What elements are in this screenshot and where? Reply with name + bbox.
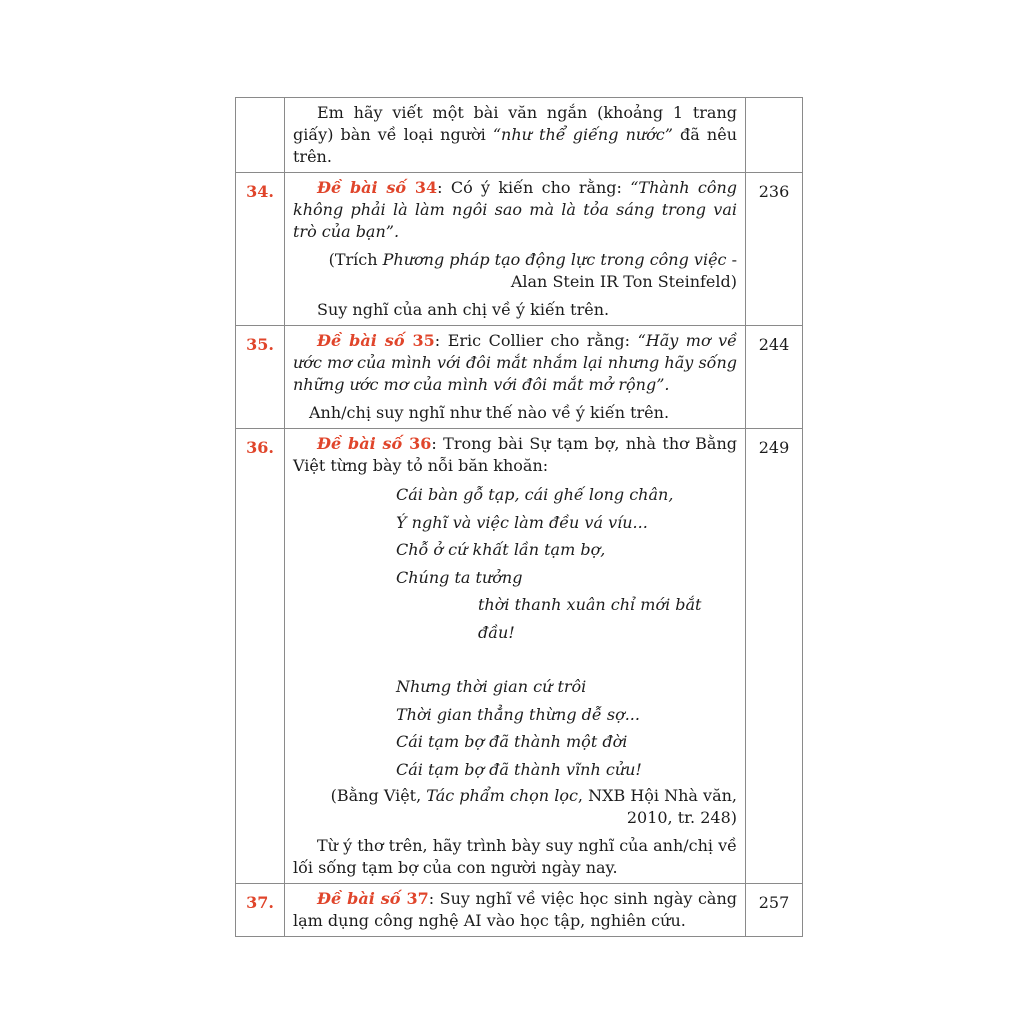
entry-number: 35.	[236, 326, 285, 429]
prompt-label: Đề bài số 36	[317, 434, 432, 453]
entry-content	[285, 429, 746, 884]
source-citation: (Bằng Việt, Tác phẩm chọn lọc, NXB Hội Nhà văn, 2010, tr. 248)	[330, 786, 737, 827]
entry-content	[285, 173, 746, 326]
table-row-37	[236, 884, 803, 937]
poem	[293, 481, 737, 783]
prompt-text: Đề bài số 37: Suy nghĩ về việc học sinh ngày càng lạm dụng công nghệ AI vào học tập, nghiên cứu.	[293, 889, 737, 930]
poem-line: Thời gian thẳng thừng dễ sợ...	[396, 704, 640, 724]
question-text: Anh/chị suy nghĩ như thế nào về ý kiến trên.	[309, 403, 670, 422]
prompt-text: Đề bài số 35: Eric Collier cho rằng: “Hãy mơ về ước mơ của mình với đôi mắt nhắm lại nhưng hãy sống những ước mơ của mình với đôi mắt mở rộng”.	[293, 331, 738, 394]
entry-page: 257	[746, 884, 803, 937]
poem-line: Cái bàn gỗ tạp, cái ghế long chân,	[396, 485, 674, 504]
stanza-gap	[293, 646, 737, 673]
prompt-label: Đề bài số 35	[317, 331, 435, 350]
question-text: Suy nghĩ của anh chị về ý kiến trên.	[317, 300, 610, 319]
table-row-35	[236, 326, 803, 429]
poem-line: Chỗ ở cứ khất lần tạm bợ,	[396, 540, 606, 559]
table-of-contents	[235, 97, 803, 937]
table-row-36	[236, 429, 803, 884]
entry-page: 236	[746, 173, 803, 326]
entry-page: 244	[746, 326, 803, 429]
entry-content	[285, 884, 746, 937]
poem-line: Nhưng thời gian cứ trôi	[396, 677, 587, 696]
poem-line: Ý nghĩ và việc làm đều vá víu...	[396, 512, 648, 532]
continuation-text: Em hãy viết một bài văn ngắn (khoảng 1 trang giấy) bàn về loại người “như thể giếng nước” đã nêu trên.	[293, 103, 737, 166]
entry-number: 34.	[236, 173, 285, 326]
poem-line: Cái tạm bợ đã thành vĩnh cửu!	[396, 759, 642, 779]
prompt-label: Đề bài số 37	[317, 889, 429, 908]
source-citation: (Trích Phương pháp tạo động lực trong công việc - Alan Stein IR Ton Steinfeld)	[328, 250, 737, 291]
question-text: Từ ý thơ trên, hãy trình bày suy nghĩ của anh/chị về lối sống tạm bợ của con người ngày nay.	[293, 836, 737, 877]
entry-number: 36.	[236, 429, 285, 884]
entry-number: 37.	[236, 884, 285, 937]
prompt-text: Đề bài số 34: Có ý kiến cho rằng: “Thành công không phải là làm ngôi sao mà là tỏa sáng trong vai trò của bạn”.	[293, 178, 737, 241]
entry-page	[746, 98, 803, 173]
table-row-continuation	[236, 98, 803, 173]
poem-line: Cái tạm bợ đã thành một đời	[396, 732, 628, 751]
prompt-label: Đề bài số 34	[317, 178, 438, 197]
poem-line: thời thanh xuân chỉ mới bắt đầu!	[478, 595, 702, 642]
entry-content	[285, 326, 746, 429]
entry-page: 249	[746, 429, 803, 884]
entry-number	[236, 98, 285, 173]
poem-line: Chúng ta tưởng	[396, 567, 523, 587]
prompt-text: Đề bài số 36: Trong bài Sự tạm bợ, nhà thơ Bằng Việt từng bày tỏ nỗi băn khoăn:	[293, 434, 737, 475]
entry-content	[285, 98, 746, 173]
table-row-34	[236, 173, 803, 326]
